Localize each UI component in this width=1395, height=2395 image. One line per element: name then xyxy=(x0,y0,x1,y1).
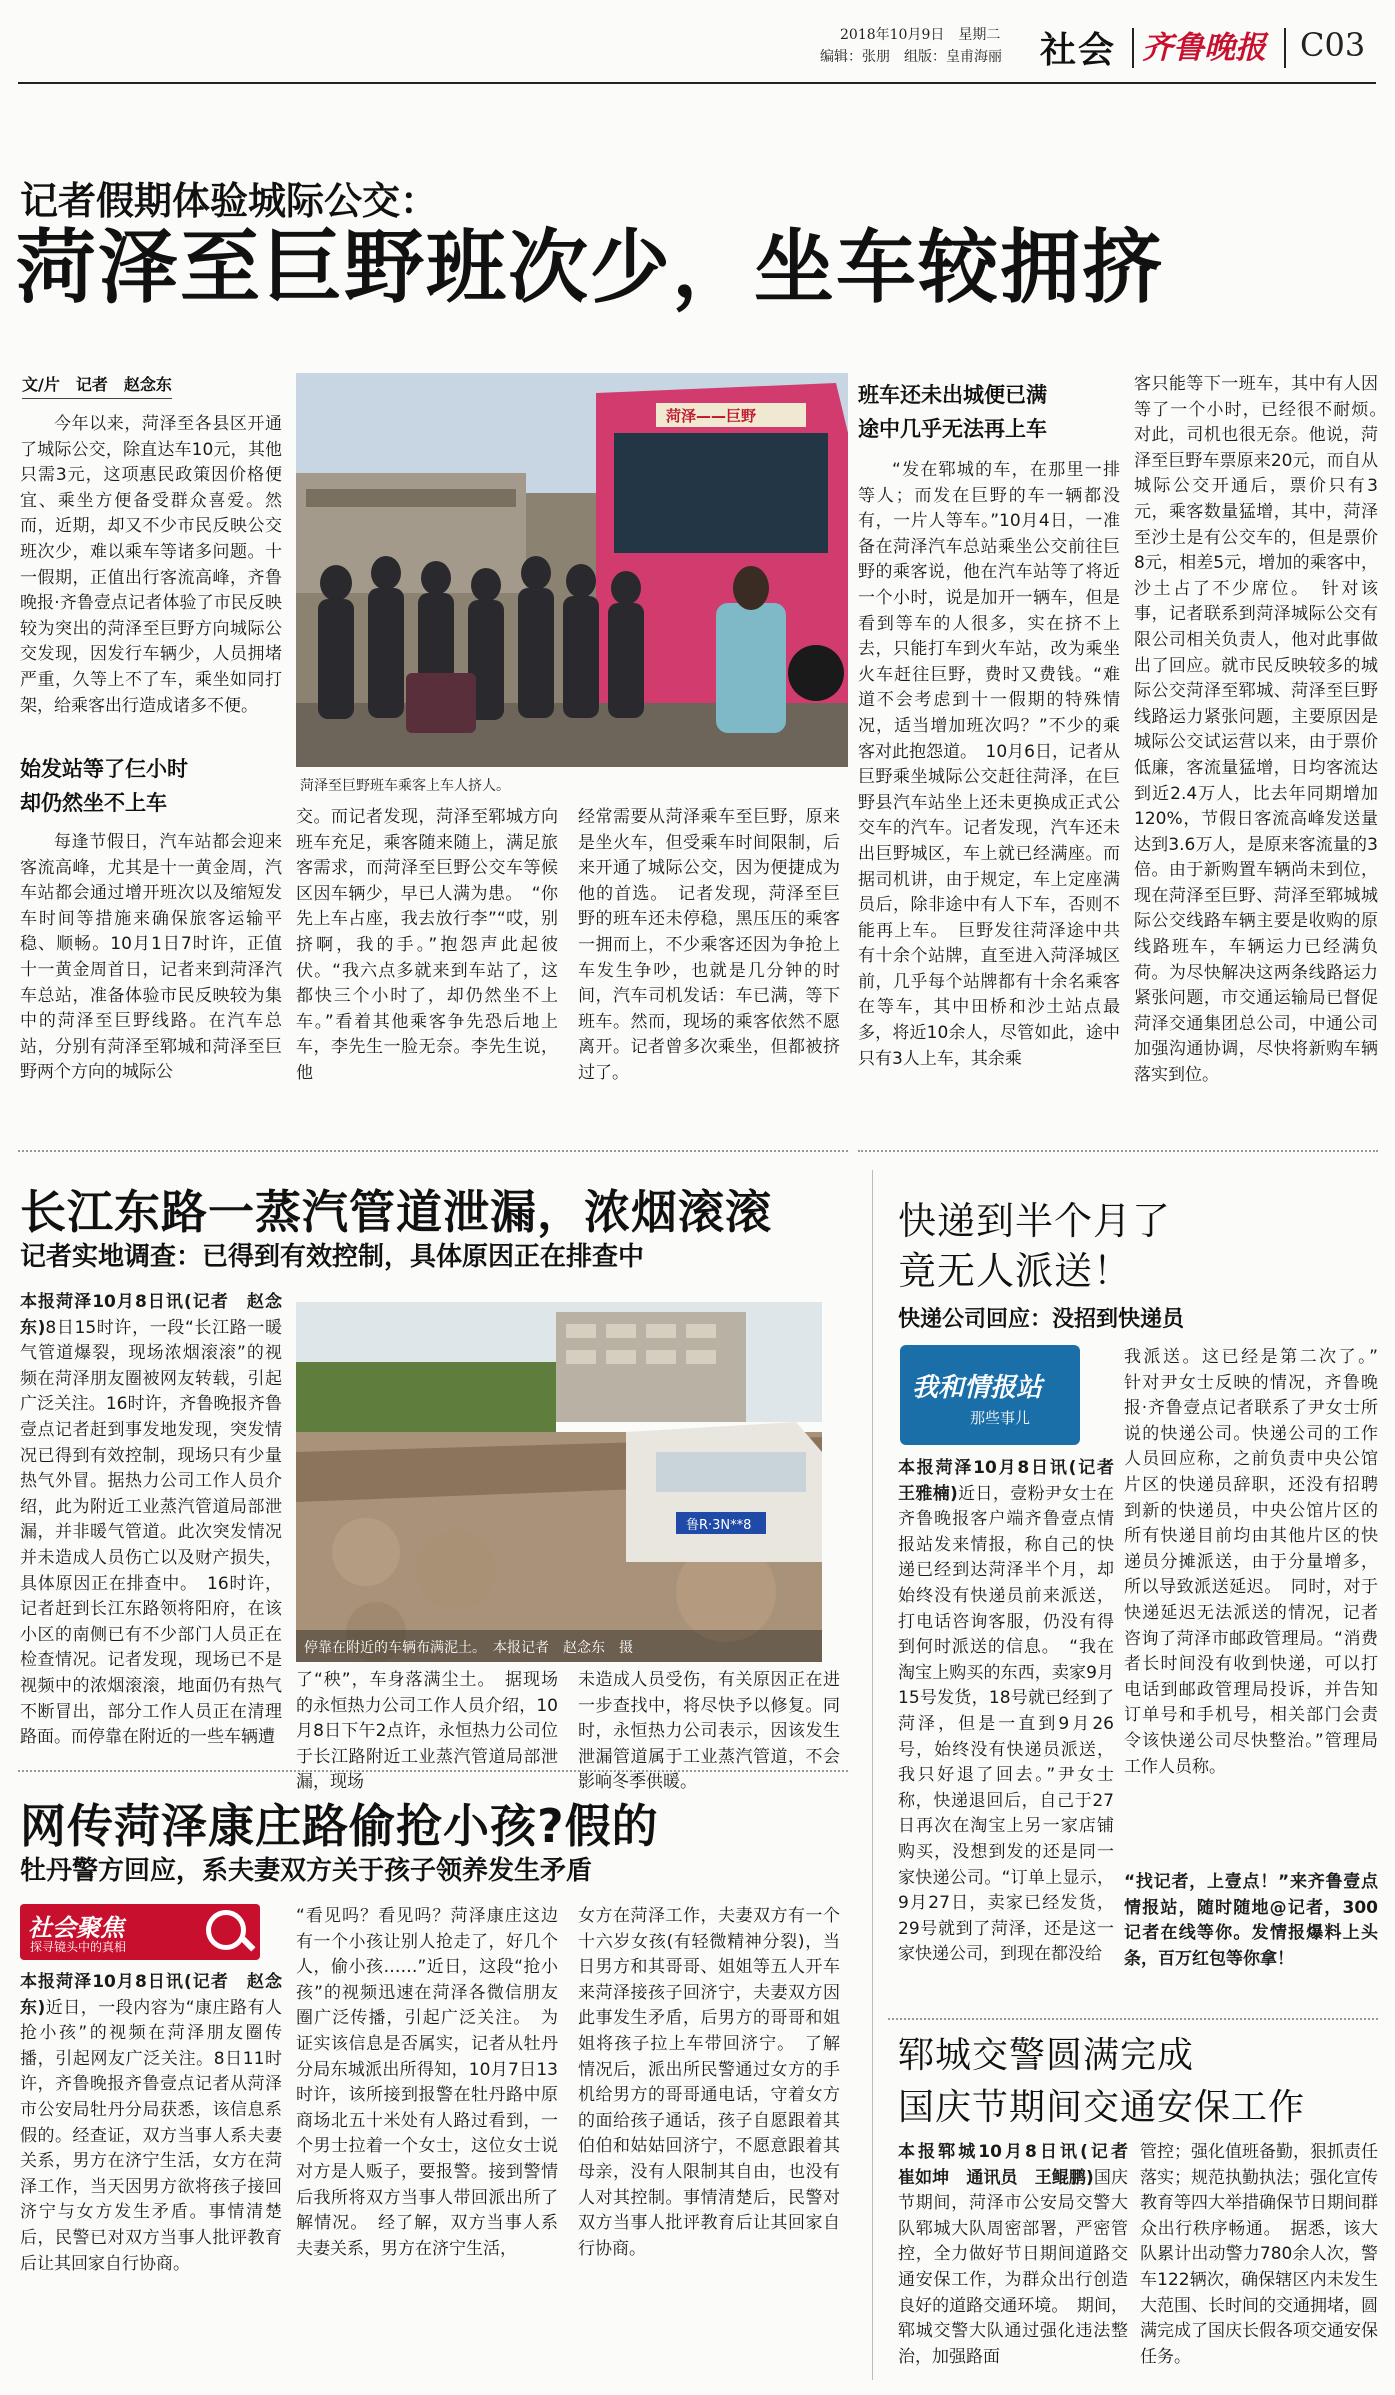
article2-col1-text: 8日15时许，一段“长江路一暖气管道爆裂，现场浓烟滚滚”的视频在菏泽朋友圈被网友转载，引起广泛关注。16时许，齐鲁晚报齐鲁壹点记者赶到事发地发现，突发情况已得到有效控制，现场只有少量热气外冒。据热力公司工作人员介绍，此为附近工业蒸汽管道局部泄漏，并非暖气管道。此次突发情况并未造成人员伤亡以及财产损失，具体原因正在排查中。 16时许，记者赶到长江东路领将阳府，在该小区的南侧已有不少部门人员正在检查情况。记者发现，现场已不是视频中的浓烟滚滚，地面仍有热气不断冒出，部分工作人员正在清理路面。而停靠在附近的一些车辆遭 xyxy=(20,1317,282,1748)
article2-headline: 长江东路一蒸汽管道泄漏，浓烟滚滚 xyxy=(20,1185,772,1239)
car-plate-text: 鲁R·3N**8 xyxy=(686,1518,752,1533)
paper-logo: 齐鲁晚报 xyxy=(1142,30,1266,66)
article5-col2: 管控；强化值班备勤，狠抓责任落实；规范执勤执法；强化宣传教育等四大举措确保节日期间群众出行秩序畅通。 据悉，该大队累计出动警力780余人次，警车122辆次，确保辖区内未发生大范围、长时间的交通拥堵，圆满完成了国庆长假各项交通安保任务。 xyxy=(1140,2142,1378,2367)
masthead-layout: 组版：皇甫海丽 xyxy=(904,49,1002,65)
article1-lead: 今年以来，菏泽至各县区开通了城际公交，除直达车10元，其他只需3元，这项惠民政策因价格便宜、乘坐方便备受群众喜爱。然而，近期，却又不少市民反映公交班次少，难以乘车等诸多问题。十一假期，正值出行客流高峰，齐鲁晚报·齐鲁壹点记者体验了市民反映较为突出的菏泽至巨野方向城际公交发现，因发行车辆少，人员拥堵严重，久等上不了车，乘坐如同打架，给乘客出行造成诸多不便。 xyxy=(20,414,282,716)
article4-col2: 我派送。这已经是第二次了。” 针对尹女士反映的情况，齐鲁晚报·齐鲁壹点记者联系了尹女士所说的快递公司。快递公司的工作人员回应称，之前负责中央公馆片区的快递员辞职，还没有招聘到新的快递员，中央公馆片区的所有快递目前均由其他片区的快递员分摊派送，由于分量增多，所以导致派送延迟。 同时，对于快递延迟无法派送的情况，记者咨询了菏泽市邮政管理局。“消费者长时间没有收到快递，可以打电话到邮政管理局投诉，并告知订单号和手机号，相关部门会责令该快递公司尽快整治。”管理局工作人员称。 xyxy=(1124,1347,1395,1777)
page-number: C03 xyxy=(1300,26,1366,64)
article3-dateline: 本报菏泽10月8日讯(记者 赵念东) xyxy=(20,1972,282,2018)
article1-col2: 交。而记者发现，菏泽至郓城方向班车充足，乘客随来随上，满足旅客需求，而菏泽至巨野公交车等候区因车辆少，早已人满为患。 “你先上车占座，我去放行李”“哎，别挤啊，我的手。”抱怨声此起彼伏。“我六点多就来到车站了，这都快三个小时了，却仍然坐不上车。”看着其他乘客争先恐后地上车，李先生一脸无奈。李先生说，他 xyxy=(296,807,558,1083)
article3-col2: “看见吗？看见吗？菏泽康庄这边有一个小孩让别人抢走了，好几个人，偷小孩……”近日，这段“抢小孩”的视频迅速在菏泽各微信朋友圈广泛传播，引起广泛关注。 为证实该信息是否属实，记者从牡丹分局东城派出所得知，10月7日13时许，该所接到报警在牡丹路中原商场北五十米处有人路过看到，一个男士拉着一个女士，这位女士说对方是人贩子，要报警。接到警情后我所将双方当事人带回派出所了解情况。 经了解，双方当事人系夫妻关系，男方在济宁生活， xyxy=(296,1906,558,2259)
article4-promo: “找记者，上壹点！”来齐鲁壹点情报站，随时随地@记者，300记者在线等你。发情报爆料上头条，百万红包等你拿！ xyxy=(1124,1872,1378,1969)
masthead-weekday: 星期二 xyxy=(958,27,1001,43)
article3-col1 xyxy=(20,1970,282,2380)
article1-col4: “发在郓城的车，在那里一排等人；而发在巨野的车一辆都没有，一片人等车。”10月4日，一准备在菏泽汽车总站乘坐公交前往巨野的乘客说，他在汽车站等了将近一个小时，说是加开一辆车，但是看到等车的人很多，实在挤不上去，只能打车到火车站，改为乘坐火车赶往巨野，费时又费钱。“难道不会考虑到十一假期的特殊情况，适当增加班次吗？”不少的乘客对此抱怨道。 10月6日，记者从巨野乘坐城际公交赶往菏泽，在巨野县汽车站坐上还未更换成正式公交车的汽车。记者发现，汽车还未出巨野城区，车上就已经满座。而据司机讲，由于规定，车上定座满员后，除非途中有人下车，否则不能再上车。 巨野发往菏泽途中共有十余个站牌，直至进入菏泽城区前，几乎每个站牌都有十余名乘客在等车，其中田桥和沙土站点最多，将近10余人，尽管如此，途中只有3人上车，其余乘 xyxy=(858,460,1120,1069)
article4-headline: 快递到半个月了 竟无人派送！ xyxy=(898,1196,1171,1296)
article5-col1-text: 国庆节期间，菏泽市公安局交警大队郓城大队周密部署，严密管控，全力做好节日期间道路交通安保工作，为群众出行创造良好的道路交通环境。 期间，郓城交警大队通过强化违法整治，加强路面 xyxy=(898,2167,1128,2367)
article2-col1 xyxy=(20,1290,282,1750)
article1-subhead1: 始发站等了仨小时 却仍然坐不上车 xyxy=(20,752,282,820)
article1-subhead1-line2: 却仍然坐不上车 xyxy=(20,791,167,815)
article2-photo xyxy=(296,1302,822,1662)
masthead-editors: 编辑：张朋 组版：皇甫海丽 xyxy=(820,49,1002,65)
article4-logo-sub: 那些事儿 xyxy=(970,1409,1031,1427)
magnifier-icon xyxy=(206,1910,246,1950)
article4-logo xyxy=(900,1345,1080,1445)
article2-col2: 了“秧”，车身落满尘土。 据现场的永恒热力公司工作人员介绍，10月8日下午2点许，永恒热力公司位于长江路附近工业蒸汽管道局部泄漏，现场 xyxy=(296,1670,558,1793)
article2-subhead: 记者实地调查：已得到有效控制，具体原因正在排查中 xyxy=(20,1242,645,1272)
article3-logo xyxy=(20,1904,260,1960)
article1-col5: 客只能等下一班车，其中有人因等了一个小时，已经很不耐烦。 对此，司机也很无奈。他说，菏泽至巨野车票原来20元，而自从城际公交开通后，票价只有3元，乘客数量猛增，其中，菏泽至沙土是有公交车的，但是票价8元，相差5元，增加的乘客中，沙土占了不少席位。 针对该事，记者联系到菏泽城际公交有限公司相关负责人，他对此事做出了回应。就市民反映较多的城际公交菏泽至郓城、菏泽至巨野线路运力紧张问题，主要原因是城际公交试运营以来，由于票价低廉，客流量猛增，日均客流达到近2.4万人，比去年同期增加120%，节假日客流高峰发送量达到3.6万人，是原来客流量的3倍。由于新购置车辆尚未到位，现在菏泽至巨野、菏泽至郓城城际公交线路车辆主要是收购的原线路班车，车辆运力已经满负荷。为尽快解决这两条线路运力紧张问题，市交通运输局已督促菏泽交通集团总公司，中通公司加强沟通协调，尽快将新购车辆落实到位。 xyxy=(1134,374,1395,1086)
section-name: 社会 xyxy=(1040,30,1117,71)
article1-headline: 菏泽至巨野班次少，坐车较拥挤 xyxy=(16,221,1164,314)
article4-col1-text: 近日，壹粉尹女士在齐鲁晚报客户端齐鲁壹点情报站发来情报，称自己的快递已经到达菏泽半个月，却始终没有快递员前来派送，打电话咨询客服，仍没有得到何时派送的信息。 “我在淘宝上购买的东西，卖家9月15号发货，18号就已经到了菏泽，但是一直到9月26号，始终没有快递员派送，我只好退了回去。”尹女士称，快递退回后，自己于27日再次在淘宝上另一家店铺购买，没想到发的还是同一家快递公司。“订单上显示，9月27日，卖家已经发货，29号就到了菏泽，还是这一家快递公司，到现在都没给 xyxy=(898,1483,1114,1965)
article3-col3: 女方在菏泽工作，夫妻双方有一个十六岁女孩(有轻微精神分裂)，当日男方和其哥哥、姐姐等五人开车来菏泽接孩子回济宁，夫妻双方因此事发生矛盾，后男方的哥哥和姐姐将孩子拉上车带回济宁。 了解情况后，派出所民警通过女方的手机给男方的哥哥通电话，守着女方的面给孩子通话，孩子自愿跟着其伯伯和姑姑回济宁，不愿意跟着其母亲，没有人限制其自由，也没有人对其控制。事情清楚后，民警对双方当事人批评教育后让其回家自行协商。 xyxy=(578,1906,840,2259)
article4-logo-text: 我和情报站 xyxy=(912,1373,1043,1403)
article1-kicker: 记者假期体验城际公交： xyxy=(20,179,439,223)
article4-dateline: 本报菏泽10月8日讯(记者 王雅楠) xyxy=(898,1458,1131,1504)
article3-headline: 网传菏泽康庄路偷抢小孩?假的 xyxy=(20,1799,659,1853)
article2-dateline: 本报菏泽10月8日讯(记者 赵念东) xyxy=(20,1292,282,1338)
article4-headline-line2: 竟无人派送！ xyxy=(898,1249,1133,1293)
article1-subhead2: 班车还未出城便已满 途中几乎无法再上车 xyxy=(858,378,1120,446)
article4-subhead: 快递公司回应：没招到快递员 xyxy=(898,1307,1185,1332)
article4-col1 xyxy=(898,1456,1131,2011)
article5-headline: 郓城交警圆满完成 国庆节期间交通安保工作 xyxy=(898,2030,1305,2134)
article3-col1-text: 近日，一段内容为“康庄路有人抢小孩”的视频在菏泽朋友圈传播，引起网友广泛关注。8日11时许，齐鲁晚报齐鲁壹点记者从菏泽市公安局牡丹分局获悉，该信息系假的。经查证，双方当事人系夫妻关系，男方在济宁生活，女方在菏泽工作，当天因男方欲将孩子接回济宁与女方发生矛盾。事情清楚后，民警已对双方当事人批评教育后让其回家自行协商。 xyxy=(20,1997,282,2274)
article5-headline-line2: 国庆节期间交通安保工作 xyxy=(898,2087,1306,2128)
article1-byline: 文/片 记者 赵念东 xyxy=(22,372,172,399)
article5-dateline: 本报郓城10月8日讯(记者 崔如坤 通讯员 王鲲鹏) xyxy=(898,2142,1145,2188)
article2-col3: 未造成人员受伤，有关原因正在进一步查找中，将尽快予以修复。同时，永恒热力公司表示，因该发生泄漏管道属于工业蒸汽管道，不会影响冬季供暖。 xyxy=(578,1670,840,1793)
article5-col1 xyxy=(898,2140,1145,2380)
article1-photo xyxy=(296,373,848,767)
article3-subhead: 牡丹警方回应，系夫妻双方关于孩子领养发生矛盾 xyxy=(20,1856,593,1886)
bus-route-sign-text: 菏泽——巨野 xyxy=(666,407,757,425)
masthead-date: 2018年10月9日 星期二 xyxy=(840,27,1001,43)
article3-logo-text: 社会聚焦 xyxy=(28,1914,124,1942)
article1-subhead2-line2: 途中几乎无法再上车 xyxy=(858,417,1047,441)
article3-logo-sub: 探寻镜头中的真相 xyxy=(30,1940,127,1954)
article1-photo-caption: 菏泽至巨野班车乘客上车人挤人。 xyxy=(300,778,510,794)
article1-col1b: 每逢节假日，汽车站都会迎来客流高峰，尤其是十一黄金周，汽车站都会通过增开班次以及缩短发车时间等措施来确保旅客运输平稳、顺畅。10月1日7时许，正值十一黄金周首日，记者来到菏泽汽车总站，准备体验市民反映较为集中的菏泽至巨野线路。在汽车总站，分别有菏泽至郓城和菏泽至巨野两个方向的城际公 xyxy=(20,832,282,1083)
article2-photo-caption: 停靠在附近的车辆布满泥土。 本报记者 赵念东 摄 xyxy=(304,1640,633,1656)
article1-col3: 经常需要从菏泽乘车至巨野，原来是坐火车，但受乘车时间限制，后来开通了城际公交，因为便捷成为他的首选。 记者发现，菏泽至巨野的班车还未停稳，黑压压的乘客一拥而上，不少乘客还因为争抢上车发生争吵，也就是几分钟的时间，汽车司机发话：车已满，等下班车。然而，现场的乘客依然不愿离开。记者曾多次乘坐，但都被挤过了。 xyxy=(578,807,840,1083)
